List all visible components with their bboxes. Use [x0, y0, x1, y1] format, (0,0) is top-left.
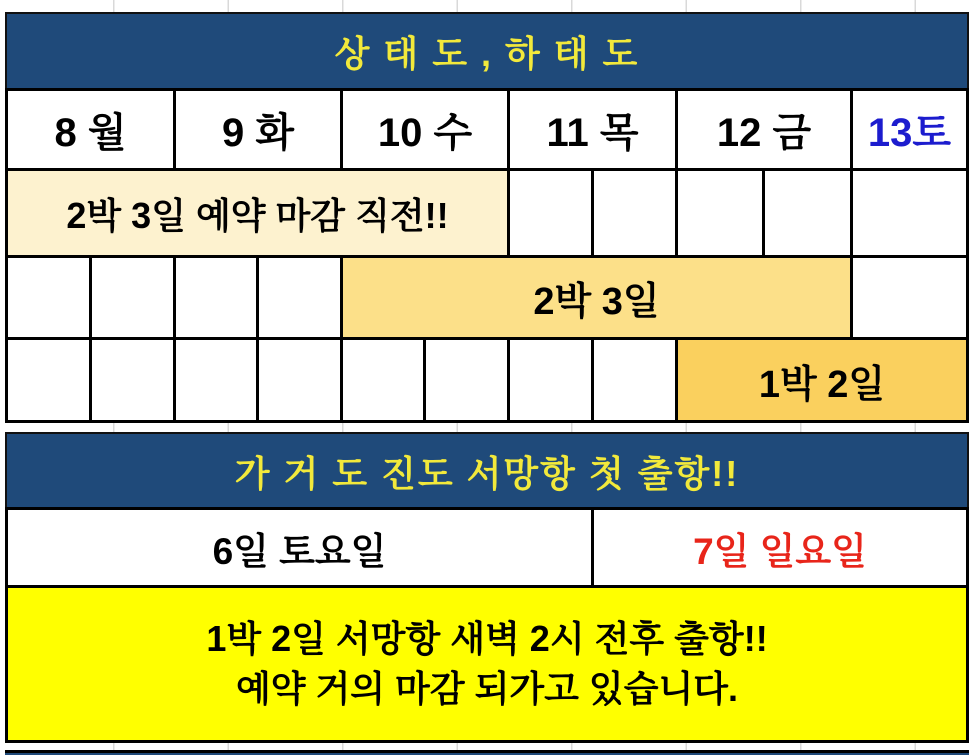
- departure-day-cell-sun7: [591, 507, 969, 588]
- empty-cell: [423, 337, 510, 423]
- trip-bar-label: 2박 3일: [533, 281, 660, 323]
- empty-cell: [5, 337, 92, 423]
- empty-cell: [256, 337, 343, 423]
- excel-gridlines-bottom: [0, 743, 972, 750]
- excel-gridlines-top: [0, 0, 972, 12]
- table2-title-banner: [5, 432, 969, 510]
- notice-line-1: 1박 2일 서망항 새벽 2시 전후 출항!!: [206, 618, 768, 660]
- empty-cell: [256, 255, 343, 340]
- day-label: 13토: [867, 111, 952, 155]
- notice-line-2: 예약 거의 마감 되가고 있습니다.: [235, 668, 739, 709]
- empty-cell: [173, 337, 259, 423]
- empty-cell: [507, 337, 594, 423]
- day-label: 10 수: [377, 111, 473, 155]
- day-label: 7일 일요일: [693, 530, 867, 572]
- departure-day-cell-sat6: [5, 507, 594, 588]
- day-header-cell-fri12: [675, 88, 853, 171]
- table2-title: 가 거 도 진도 서망항 첫 출항!!: [234, 452, 740, 494]
- day-label: 11 목: [546, 111, 639, 155]
- next-banner-cutoff: [5, 750, 969, 755]
- day-label: 9 화: [222, 111, 294, 155]
- empty-cell: [173, 255, 259, 340]
- trip-bar-aug10-12: [340, 255, 853, 340]
- empty-cell: [5, 255, 92, 340]
- day-header-cell-thu11: [507, 88, 678, 171]
- empty-cell: [762, 168, 853, 258]
- day-label: 8 월: [54, 111, 127, 155]
- notice-box: [5, 585, 969, 743]
- empty-cell: [89, 255, 176, 340]
- trip-bar-aug8-10: [5, 168, 510, 258]
- table1-title: 상 태 도 , 하 태 도: [334, 33, 640, 74]
- empty-cell: [591, 168, 678, 258]
- day-header-cell-sat13: [850, 88, 969, 171]
- day-label: 12 금: [716, 111, 812, 155]
- trip-bar-label: 2박 3일 예약 마감 직전!!: [66, 194, 449, 236]
- trip-bar-label: 1박 2일: [758, 363, 886, 406]
- empty-cell: [89, 337, 176, 423]
- day-header-cell-tue9: [173, 88, 343, 171]
- table1-title-banner: [5, 12, 969, 91]
- day-header-cell-wed10: [340, 88, 510, 171]
- trip-bar-aug12-13: [675, 337, 969, 423]
- empty-cell: [850, 255, 969, 340]
- empty-cell: [850, 168, 969, 258]
- empty-cell: [675, 168, 765, 258]
- day-label: 6일 토요일: [212, 530, 387, 572]
- empty-cell: [507, 168, 594, 258]
- empty-cell: [340, 337, 426, 423]
- day-header-cell-mon8: [5, 88, 176, 171]
- empty-cell: [591, 337, 678, 423]
- excel-gridlines-middle: [0, 423, 972, 432]
